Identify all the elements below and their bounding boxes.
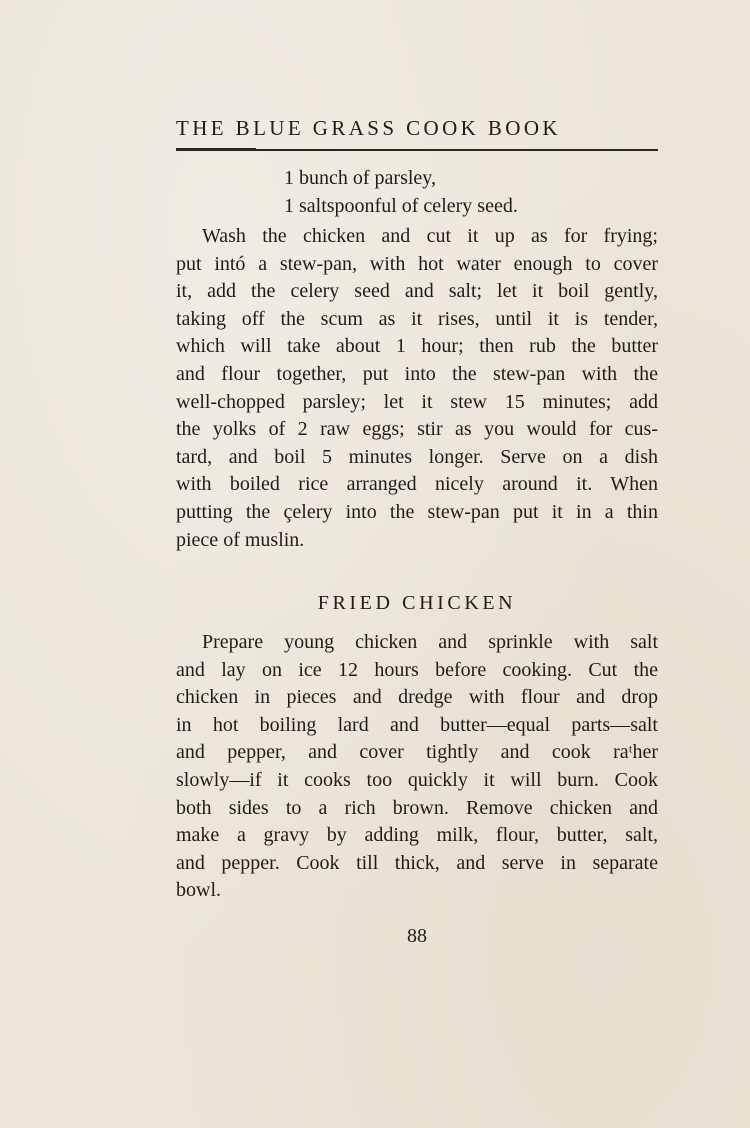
text-line: both sides to a rich brown. Remove chicken and — [176, 796, 658, 819]
text-line: and lay on ice 12 hours before cooking. Cut the — [176, 658, 658, 681]
recipe-instructions-paragraph — [176, 223, 658, 554]
text-line: and pepper. Cook till thick, and serve in separate — [176, 851, 658, 874]
text-line: it, add the celery seed and salt; let it boil gently, — [176, 280, 658, 303]
text-line: well-chopped parsley; let it stew 15 minutes; add — [176, 390, 658, 413]
ingredient-list — [284, 165, 664, 220]
text-line: and flour together, put into the stew-pan with the — [176, 362, 658, 385]
text-line: piece of muslin. — [176, 528, 305, 551]
text-line: and pepper, and cover tightly and cook raᵗher — [176, 741, 658, 764]
text-line: putting the çelery into the stew-pan put it in a thin — [176, 500, 658, 523]
text-line: in hot boiling lard and butter—equal parts—salt — [176, 713, 658, 736]
text-line: bowl. — [176, 879, 221, 902]
text-line: Wash the chicken and cut it up as for frying; — [202, 225, 658, 247]
header-rule-thick — [176, 148, 256, 151]
text-line: make a gravy by adding milk, flour, butter, salt, — [176, 824, 658, 847]
text-line: slowly—if it cooks too quickly it will burn. Cook — [176, 768, 658, 791]
ingredient-item: 1 saltspoonful of celery seed. — [284, 194, 518, 217]
fried-chicken-paragraph — [176, 629, 658, 905]
text-line: taking off the scum as it rises, until it is tender, — [176, 307, 658, 330]
running-head: THE BLUE GRASS COOK BOOK — [176, 116, 561, 140]
text-line: the yolks of 2 raw eggs; stir as you would for cus- — [176, 418, 658, 441]
section-title: FRIED CHICKEN — [317, 592, 517, 614]
text-line: tard, and boil 5 minutes longer. Serve on a dish — [176, 445, 658, 468]
ingredient-item: 1 bunch of parsley, — [284, 167, 436, 189]
text-line: put intó a stew-pan, with hot water enough to cover — [176, 252, 658, 275]
text-line: Prepare young chicken and sprinkle with salt — [202, 631, 658, 653]
header-rule-thin — [256, 149, 658, 151]
text-line: with boiled rice arranged nicely around it. When — [176, 473, 658, 496]
page-number: 88 — [407, 925, 427, 947]
text-line: chicken in pieces and dredge with flour and drop — [176, 686, 658, 709]
text-line: which will take about 1 hour; then rub the butter — [176, 335, 658, 358]
